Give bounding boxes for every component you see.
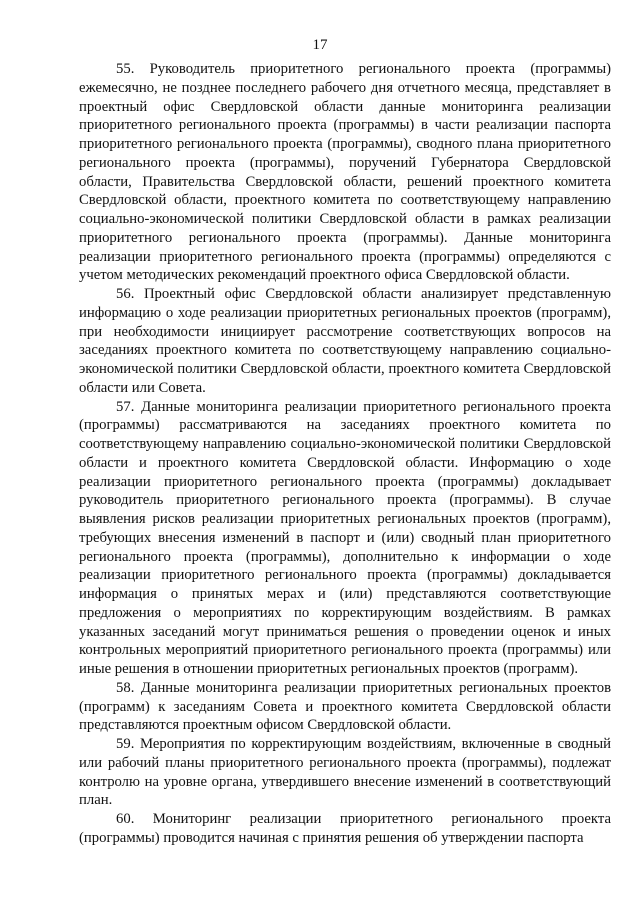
page-number: 17: [312, 37, 328, 53]
paragraph-56: 56. Проектный офис Свердловской области анализирует представленную информацию о ходе реализации приоритетных региональных проектов (программ), при необходимости инициирует рассмотрение соответствующих вопросов на заседаниях проектного комитета по соответствующему направлению социально-экономической политики Свердловской области, проектного комитета Свердловской области или Совета.: [79, 286, 611, 396]
paragraph-57: 57. Данные мониторинга реализации приоритетного регионального проекта (программы) рассматриваются на заседаниях проектного комитета по соответствующему направлению социально-экономической политики Свердловской области и проектного комитета Свердловской области. Информацию о ходе реализации приоритетного регионального проекта (программы) докладывает руководитель приоритетного регионального проекта (программы). В случае выявления рисков реализации приоритетных региональных проектов (программ), требующих внесения изменений в паспорт и (или) сводный план приоритетного регионального проекта (программы), дополнительно к информации о ходе реализации приоритетного регионального проекта (программы) докладывается информация о принятых мерах и (или) представляются соответствующие предложения о мероприятиях по корректирующим воздействиям. В рамках указанных заседаний могут приниматься решения о проведении оценок и иных контрольных мероприятий приоритетного регионального проекта (программы) или иные решения в отношении приоритетных региональных проектов (программ).: [79, 398, 611, 677]
paragraph-60: 60. Мониторинг реализации приоритетного регионального проекта (программы) проводится начиная с принятия решения об утверждении паспорта: [79, 811, 611, 846]
paragraph-59: 59. Мероприятия по корректирующим воздействиям, включенные в сводный или рабочий планы приоритетного регионального проекта (программы), подлежат контролю на уровне органа, утвердившего внесение изменений в соответствующий план.: [79, 736, 611, 809]
paragraph-58: 58. Данные мониторинга реализации приоритетных региональных проектов (программ) к заседаниям Совета и проектного комитета Свердловской области представляются проектным офисом Свердловской области.: [79, 679, 611, 734]
document-body: [79, 60, 611, 848]
paragraph-55: 55. Руководитель приоритетного регионального проекта (программы) ежемесячно, не позднее последнего рабочего дня отчетного месяца, представляет в проектный офис Свердловской области данные мониторинга реализации приоритетного регионального проекта (программы) в части реализации паспорта приоритетного регионального проекта (программы), сводного плана приоритетного регионального проекта (программы), поручений Губернатора Свердловской области, Правительства Свердловской области, решений проектного комитета Свердловской области, проектного комитета по соответствующему направлению социально-экономической политики Свердловской области в рамках реализации приоритетного регионального проекта (программы). Данные мониторинга реализации приоритетного регионального проекта (программы) определяются с учетом методических рекомендаций проектного офиса Свердловской области.: [79, 61, 611, 284]
